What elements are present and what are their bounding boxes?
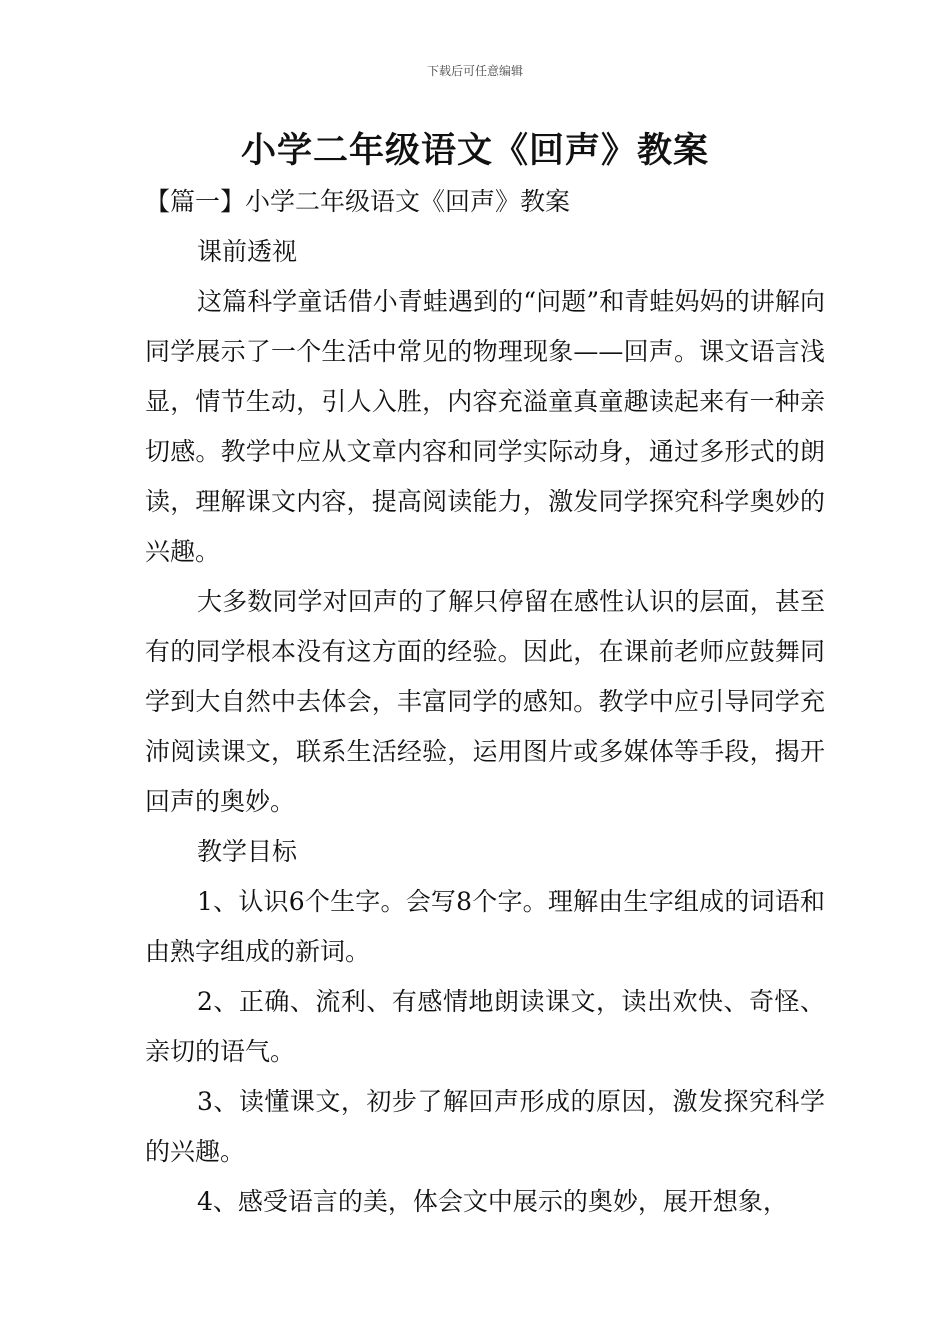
document-title: 小学二年级语文《回声》教案 <box>240 130 709 171</box>
paragraph-preview-2: 大多数同学对回声的了解只停留在感性认识的层面，甚至有的同学根本没有这方面的经验。因此，在课前老师应鼓舞同学到大自然中去体会，丰富同学的感知。教学中应引导同学充沛阅读课文，联系生活经验，运用图片或多媒体等手段，揭开回声的奥妙。 <box>145 587 825 816</box>
goal-item-1: 1、认识6个生字。会写8个字。理解由生字组成的词语和由熟字组成的新词。 <box>145 887 825 966</box>
goal-item-2: 2、正确、流利、有感情地朗读课文，读出欢快、奇怪、亲切的语气。 <box>145 987 825 1066</box>
section-heading-preview: 课前透视 <box>197 237 298 266</box>
goal-item-4: 4、感受语言的美，体会文中展示的奥妙，展开想象， <box>197 1187 788 1216</box>
document-subtitle: 【篇一】小学二年级语文《回声》教案 <box>145 187 571 216</box>
section-heading-goals: 教学目标 <box>197 837 298 866</box>
page-header-note: 下载后可任意编辑 <box>426 64 523 78</box>
paragraph-preview-1: 这篇科学童话借小青蛙遇到的“问题”和青蛙妈妈的讲解向同学展示了一个生活中常见的物理现象——回声。课文语言浅显，情节生动，引人入胜，内容充溢童真童趣读起来有一种亲切感。教学中应从文章内容和同学实际动身，通过多形式的朗读，理解课文内容，提高阅读能力，激发同学探究科学奥妙的兴趣。 <box>145 287 825 566</box>
document-body <box>145 177 825 1227</box>
goal-item-3: 3、读懂课文，初步了解回声形成的原因，激发探究科学的兴趣。 <box>145 1087 825 1166</box>
